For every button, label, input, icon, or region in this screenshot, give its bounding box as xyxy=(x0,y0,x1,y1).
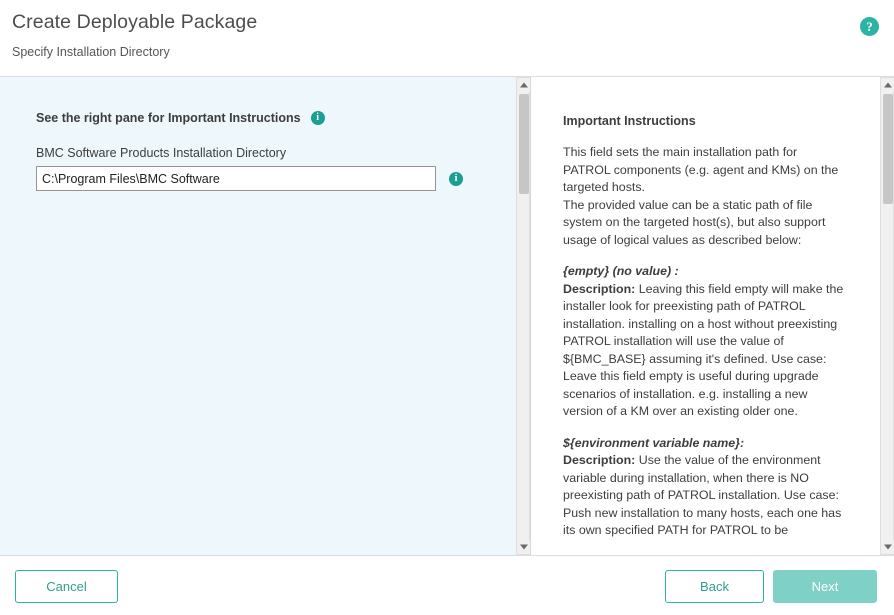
instructions-section-2-body: Use the value of the environment variable during installation, when there is NO preexisting path of PATROL installation. Use case: Push new installation to many hosts, each one has its own specified PATH for PATROL to be xyxy=(563,453,842,537)
instructions-section-1-body: Leaving this field empty will make the installer look for preexisting path of PATROL installation. installing on a host without preexisting PATROL installation will use the value of ${BMC_BASE} assuming it's defined. Use case: Leave this field empty is useful during upgrade scenarios of installation. e.g. installing a new version of a KM over an existing older one. xyxy=(563,281,844,418)
instructions-section-2-heading: ${environment variable name}: xyxy=(563,435,745,450)
left-pane-scroll-down-arrow-icon[interactable] xyxy=(517,540,531,554)
installation-directory-input[interactable] xyxy=(36,166,436,191)
left-pane xyxy=(0,77,530,555)
help-icon[interactable]: ? xyxy=(860,17,879,36)
window-scroll-thumb[interactable] xyxy=(883,94,893,204)
instructions-section-1-heading: {empty} (no value) : xyxy=(563,264,679,278)
instruction-note-row xyxy=(36,111,325,125)
window-footer xyxy=(0,555,894,615)
info-icon-instructions[interactable]: i xyxy=(311,111,325,125)
right-pane-instructions xyxy=(530,77,880,555)
info-icon-directory[interactable]: i xyxy=(449,172,463,186)
window-scroll-down-arrow-icon[interactable] xyxy=(881,540,894,554)
page-subtitle: Specify Installation Directory xyxy=(12,45,170,59)
installation-directory-label: BMC Software Products Installation Directory xyxy=(36,146,287,160)
instruction-note-label: See the right pane for Important Instructions xyxy=(36,111,301,125)
instructions-section-1-label: Description: xyxy=(563,281,636,296)
window-header xyxy=(0,0,894,77)
instructions-section-2-label: Description: xyxy=(563,453,636,467)
window-scrollbar[interactable] xyxy=(880,77,894,555)
window-body xyxy=(0,77,894,555)
important-instructions-title: Important Instructions xyxy=(563,114,696,128)
window-scroll-up-arrow-icon[interactable] xyxy=(881,78,894,92)
back-button[interactable]: Back xyxy=(665,570,764,603)
left-pane-scroll-up-arrow-icon[interactable] xyxy=(517,78,531,92)
page-title: Create Deployable Package xyxy=(12,11,258,33)
next-button[interactable]: Next xyxy=(773,570,877,603)
instructions-paragraph-2: The provided value can be a static path of file system on the targeted host(s), but also support usage of logical values as described below: xyxy=(563,197,826,247)
left-pane-scrollbar[interactable] xyxy=(516,77,530,555)
installation-directory-row xyxy=(36,166,463,191)
instructions-paragraph-1: This field sets the main installation path for PATROL components (e.g. agent and KMs) on the targeted hosts. xyxy=(563,145,839,194)
left-pane-scroll-thumb[interactable] xyxy=(519,94,529,194)
cancel-button[interactable]: Cancel xyxy=(15,570,118,603)
